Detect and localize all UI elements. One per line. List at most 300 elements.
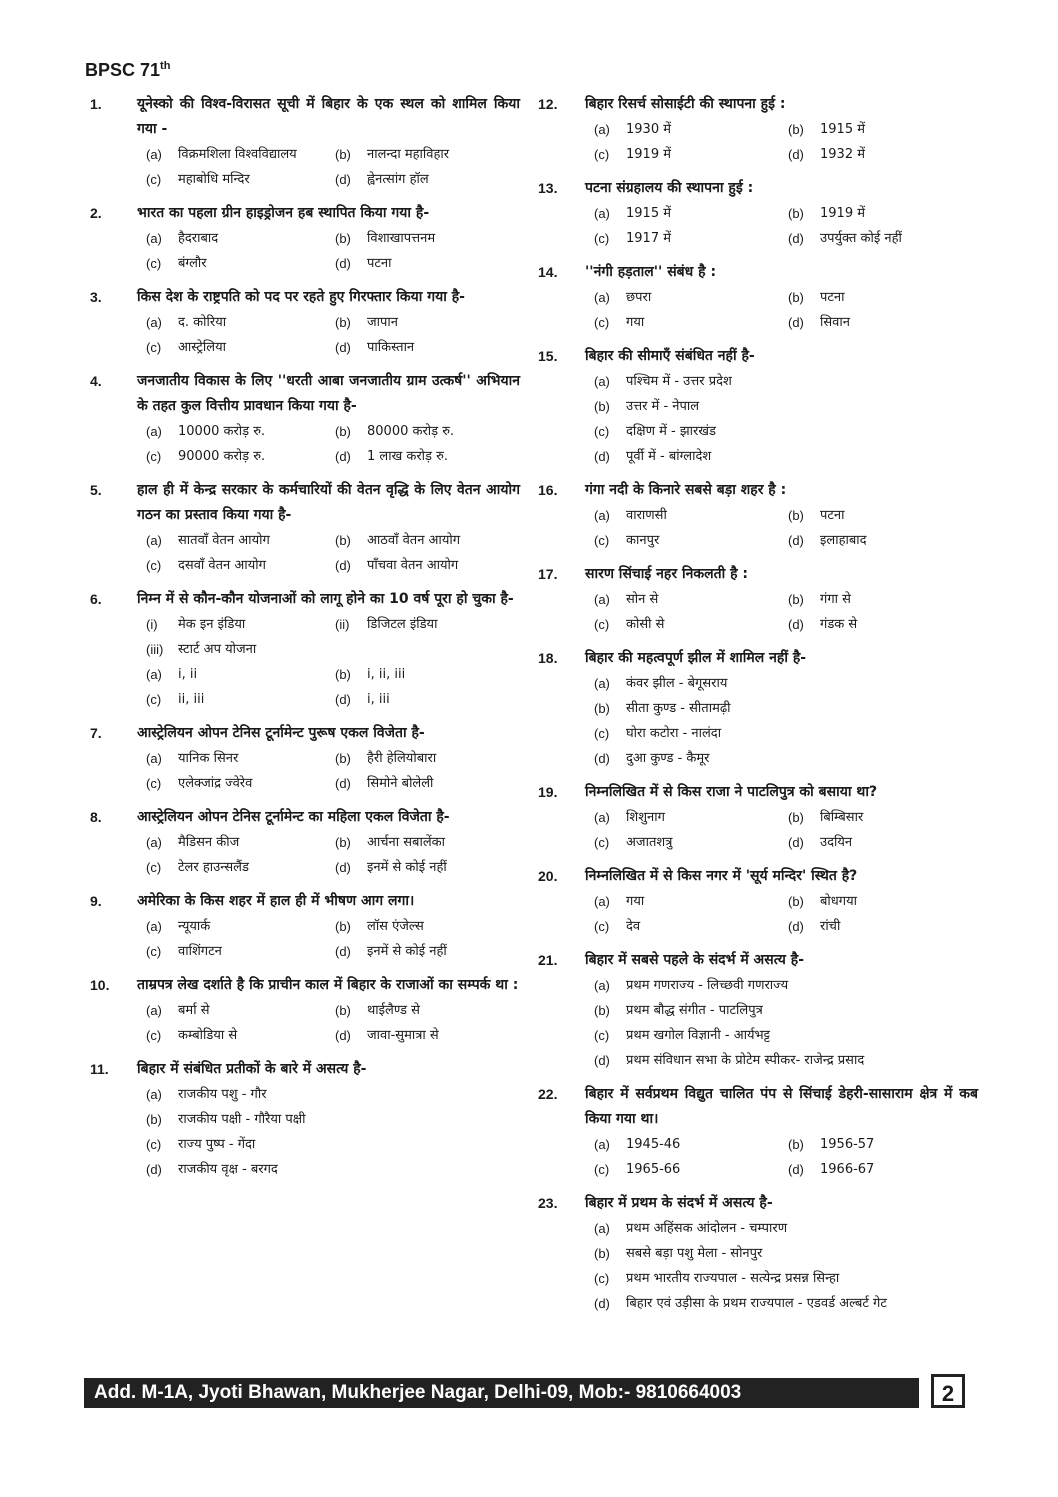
option [335, 553, 520, 578]
option-label: (c) [146, 1137, 162, 1152]
option [594, 444, 978, 469]
option-label: (c) [146, 449, 162, 464]
option-text: शिशुनाग [626, 810, 665, 825]
option-label: (d) [594, 1296, 610, 1311]
question-number: 4. [90, 373, 102, 389]
options-list [594, 889, 978, 939]
option-text: प्रथम बौद्ध संगीत - पाटलिपुत्र [626, 1003, 763, 1018]
question-text: यूनेस्को की विश्व-विरासत सूची में बिहार के एक स्थल को शामिल किया गया - [137, 96, 520, 137]
option-text: जापान [367, 315, 398, 330]
option [594, 671, 978, 696]
question-text: आस्ट्रेलियन ओपन टेनिस टूर्नामेन्ट पुरूष एकल विजेता है- [137, 725, 425, 741]
option [594, 721, 978, 746]
option-label: (b) [594, 399, 610, 414]
option-label: (c) [594, 424, 610, 439]
option [146, 746, 331, 771]
option-text: सिमोने बोलेली [367, 776, 434, 791]
question-20 [538, 864, 978, 939]
option-text: सोन से [626, 592, 659, 607]
option-text: राजकीय पशु - गौर [178, 1087, 267, 1102]
option-text: सीता कुण्ड - सीतामढ़ी [626, 701, 731, 716]
option-text: 1 लाख करोड़ रु. [367, 449, 449, 464]
option [594, 914, 784, 939]
option-label: (a) [594, 206, 610, 221]
option-text: आर्चना सबालेंका [367, 835, 445, 850]
option [335, 939, 520, 964]
option-text: उपर्युक्त कोई नहीं [820, 231, 902, 246]
option-label: (c) [594, 147, 610, 162]
option [146, 998, 331, 1023]
option-label: (c) [594, 1271, 610, 1286]
option [788, 503, 978, 528]
option-label: (a) [146, 231, 162, 246]
question-text: सारण सिंचाई नहर निकलती है : [585, 566, 748, 582]
option [594, 117, 784, 142]
option-text: हैरी हेलियोबारा [367, 751, 437, 766]
option [335, 662, 520, 687]
question-21 [538, 948, 978, 1073]
question-15 [538, 344, 978, 469]
option-text: पटना [820, 508, 845, 523]
option [788, 1157, 978, 1182]
option-label: (a) [146, 667, 162, 682]
option-text: सातवाँ वेतन आयोग [178, 533, 270, 548]
option-label: (c) [146, 558, 162, 573]
options-list [594, 369, 978, 469]
option-text: विशाखापत्तनम [367, 231, 436, 246]
option-label: (c) [146, 172, 162, 187]
options-list [146, 746, 520, 796]
question-number: 1. [90, 96, 102, 112]
option-text: डिजिटल इंडिया [367, 617, 438, 632]
option [594, 369, 978, 394]
option-label: (d) [594, 751, 610, 766]
option-label: (d) [335, 944, 351, 959]
option-label: (a) [146, 147, 162, 162]
option-text: पूर्वी में - बांग्लादेश [626, 449, 712, 464]
question-number: 21. [538, 952, 558, 968]
option [594, 394, 978, 419]
option-label: (b) [788, 206, 804, 221]
option-label: (c) [594, 533, 610, 548]
question-16 [538, 478, 978, 553]
question-head [538, 948, 978, 973]
option-label: (c) [594, 315, 610, 330]
option [788, 587, 978, 612]
option-text: नालन्दा महाविहार [367, 147, 450, 162]
option-text: इनमें से कोई नहीं [367, 944, 447, 959]
question-text: बिहार रिसर्च सोसाईटी की स्थापना हुई : [585, 96, 786, 112]
question-head [538, 1082, 978, 1132]
question-head [538, 780, 978, 805]
option-label: (b) [594, 1003, 610, 1018]
options-list [146, 914, 520, 964]
question-text: भारत का पहला ग्रीन हाइड्रोजन हब स्थापित किया गया है- [137, 205, 430, 221]
option-text: उत्तर में - नेपाल [626, 399, 700, 414]
option [335, 335, 520, 360]
option-label: (a) [146, 919, 162, 934]
question-head [538, 864, 978, 889]
footer-address: Add. M-1A, Jyoti Bhawan, Mukherjee Nagar, Delhi-09, Mob:- 9810664003 [84, 1378, 919, 1408]
option-label: (a) [146, 751, 162, 766]
option [594, 1023, 978, 1048]
question-13 [538, 176, 978, 251]
option-text: 1915 में [820, 122, 865, 137]
question-head [90, 889, 520, 914]
question-head [90, 721, 520, 746]
question-18 [538, 646, 978, 771]
option-label: (d) [335, 776, 351, 791]
option [146, 528, 331, 553]
option-text: पश्चिम में - उत्तर प्रदेश [626, 374, 732, 389]
option-label: (a) [594, 810, 610, 825]
option [146, 167, 331, 192]
option-text: 1930 में [626, 122, 671, 137]
option-text: गंडक से [820, 617, 858, 632]
options-list [146, 142, 520, 192]
option-label: (a) [594, 122, 610, 137]
option-label: (a) [594, 592, 610, 607]
option-label: (b) [788, 290, 804, 305]
option-label: (d) [788, 835, 804, 850]
option-text: गया [626, 315, 645, 330]
question-4 [90, 369, 520, 469]
option-text: बर्मा से [178, 1003, 210, 1018]
options-list [594, 805, 978, 855]
option [335, 444, 520, 469]
question-text: बिहार की सीमाएँ संबंधित नहीं है- [585, 348, 755, 364]
options-list [594, 503, 978, 553]
option-label: (c) [146, 256, 162, 271]
options-list [146, 226, 520, 276]
option [335, 167, 520, 192]
option [594, 830, 784, 855]
option [788, 310, 978, 335]
option-label: (b) [788, 894, 804, 909]
option-text: हैदराबाद [178, 231, 219, 246]
options-list [594, 117, 978, 167]
question-number: 6. [90, 591, 102, 607]
option-label: (c) [146, 944, 162, 959]
question-head [538, 1191, 978, 1216]
option [146, 914, 331, 939]
options-list [594, 1132, 978, 1182]
option-label: (a) [146, 835, 162, 850]
option-label: (b) [335, 751, 351, 766]
question-text: जनजातीय विकास के लिए ''धरती आबा जनजातीय ग्राम उत्कर्ष'' अभियान के तहत कुल वित्तीय प्रावधान किया गया है- [137, 373, 520, 414]
option-text: 1932 में [820, 147, 865, 162]
option-label: (a) [594, 1137, 610, 1152]
options-list [146, 830, 520, 880]
question-number: 2. [90, 205, 102, 221]
option-label: (a) [146, 315, 162, 330]
option-label: (b) [788, 508, 804, 523]
left-column [90, 92, 520, 1191]
option [594, 503, 784, 528]
option-text: देव [626, 919, 641, 934]
option-text: आठवाँ वेतन आयोग [367, 533, 461, 548]
question-6 [90, 587, 520, 712]
option-text: पटना [367, 256, 392, 271]
question-number: 19. [538, 784, 558, 800]
option-text: 10000 करोड़ रु. [178, 424, 266, 439]
question-text: किस देश के राष्ट्रपति को पद पर रहते हुए गिरफ्तार किया गया है- [137, 289, 465, 305]
option-text: आस्ट्रेलिया [178, 340, 226, 355]
question-number: 20. [538, 868, 558, 884]
option-label: (c) [594, 1162, 610, 1177]
question-text: ''नंगी हड़ताल'' संबंध है : [585, 264, 717, 280]
option-label: (d) [335, 692, 351, 707]
option-label: (b) [788, 592, 804, 607]
option-text: ii, iii [178, 692, 205, 707]
option [594, 1132, 784, 1157]
question-number: 16. [538, 482, 558, 498]
option [594, 746, 978, 771]
option [146, 142, 331, 167]
option-text: कानपुर [626, 533, 660, 548]
option-text: न्यूयार्क [178, 919, 211, 934]
option-label: (d) [788, 1162, 804, 1177]
option [146, 1132, 520, 1157]
option-label: (c) [146, 860, 162, 875]
page-header [85, 60, 170, 81]
options-list [146, 419, 520, 469]
options-list [146, 612, 520, 712]
option [788, 889, 978, 914]
question-text: गंगा नदी के किनारे सबसे बड़ा शहर है : [585, 482, 787, 498]
options-list [146, 1082, 520, 1182]
option-label: (b) [335, 147, 351, 162]
option-text: अजातशत्रु [626, 835, 673, 850]
option-label: (a) [146, 424, 162, 439]
option-label: (b) [335, 231, 351, 246]
option-label: (c) [146, 692, 162, 707]
option [146, 855, 331, 880]
question-text: निम्नलिखित में से किस नगर में 'सूर्य मन्दिर' स्थित है? [585, 868, 858, 884]
question-head [538, 646, 978, 671]
question-number: 15. [538, 348, 558, 364]
option-text: मेक इन इंडिया [178, 617, 246, 632]
question-text: बिहार में सर्वप्रथम विद्युत चालित पंप से सिंचाई डेहरी-सासाराम क्षेत्र में कब किया गया था। [585, 1086, 978, 1127]
question-2 [90, 201, 520, 276]
option-label: (a) [146, 1003, 162, 1018]
option-label: (d) [788, 231, 804, 246]
question-text: अमेरिका के किस शहर में हाल ही में भीषण आग लगा। [137, 893, 415, 909]
option [594, 142, 784, 167]
option [146, 226, 331, 251]
option [788, 142, 978, 167]
option-text: दसवाँ वेतन आयोग [178, 558, 266, 573]
option-label: (a) [594, 894, 610, 909]
options-list [594, 671, 978, 771]
option-label: (b) [335, 424, 351, 439]
option-text: इलाहाबाद [820, 533, 867, 548]
option [146, 939, 331, 964]
option [146, 612, 331, 637]
question-text: निम्न में से कौन-कौन योजनाओं को लागू होने का 10 वर्ष पूरा हो चुका है- [137, 591, 514, 607]
question-text: हाल ही में केन्द्र सरकार के कर्मचारियों की वेतन वृद्धि के लिए वेतन आयोग गठन का प्रस्ताव किया गया है- [137, 482, 520, 523]
question-head [538, 260, 978, 285]
option [146, 662, 331, 687]
option-text: एलेक्जांद्र ज्वेरेव [178, 776, 253, 791]
option-text: सिवान [820, 315, 850, 330]
option-label: (d) [788, 533, 804, 548]
option-text: राजकीय पक्षी - गौरैया पक्षी [178, 1112, 306, 1127]
options-list [594, 285, 978, 335]
option [146, 335, 331, 360]
question-number: 3. [90, 289, 102, 305]
option [146, 1023, 331, 1048]
option-text: स्टार्ट अप योजना [178, 642, 257, 657]
question-head [538, 92, 978, 117]
option-text: लॉस एंजेल्स [367, 919, 424, 934]
option-label: (b) [335, 1003, 351, 1018]
option-text: गंगा से [820, 592, 851, 607]
option-text: 1917 में [626, 231, 671, 246]
option-label: (a) [594, 290, 610, 305]
option [594, 696, 978, 721]
options-list [146, 528, 520, 578]
option-text: रांची [820, 919, 841, 934]
option [335, 771, 520, 796]
question-head [90, 369, 520, 419]
options-list [146, 998, 520, 1048]
option [335, 528, 520, 553]
option-text: मैडिसन कीज [178, 835, 240, 850]
question-1 [90, 92, 520, 192]
option [335, 226, 520, 251]
question-number: 18. [538, 650, 558, 666]
option [146, 251, 331, 276]
question-number: 17. [538, 566, 558, 582]
question-22 [538, 1082, 978, 1182]
question-number: 12. [538, 96, 558, 112]
option [146, 1082, 520, 1107]
option [594, 285, 784, 310]
question-text: पटना संग्रहालय की स्थापना हुई : [585, 180, 754, 196]
option-text: 1919 में [820, 206, 865, 221]
question-head [90, 478, 520, 528]
question-text: बिहार में संबंधित प्रतीकों के बारे में असत्य है- [137, 1061, 367, 1077]
option-text: i, ii [178, 667, 198, 682]
option [335, 1023, 520, 1048]
option-label: (d) [335, 558, 351, 573]
question-text: निम्नलिखित में से किस राजा ने पाटलिपुत्र को बसाया था? [585, 784, 878, 800]
option-label: (b) [594, 1246, 610, 1261]
option-label: (d) [788, 919, 804, 934]
option [594, 226, 784, 251]
option-label: (d) [335, 860, 351, 875]
question-text: बिहार की महत्वपूर्ण झील में शामिल नहीं है- [585, 650, 807, 666]
option-text: बंग्लौर [178, 256, 207, 271]
option [146, 419, 331, 444]
option-text: बिहार एवं उड़ीसा के प्रथम राज्यपाल - एडवर्ड अल्बर्ट गेट [626, 1296, 887, 1311]
option-label: (d) [788, 147, 804, 162]
page-number: 2 [931, 1374, 965, 1408]
option-text: वाराणसी [626, 508, 667, 523]
option [594, 805, 784, 830]
option-label: (c) [594, 919, 610, 934]
question-8 [90, 805, 520, 880]
option [594, 587, 784, 612]
option-label: (d) [335, 1028, 351, 1043]
option-text: प्रथम खगोल विज्ञानी - आर्यभट्ट [626, 1028, 771, 1043]
option [788, 117, 978, 142]
option-text: प्रथम संविधान सभा के प्रोटेम स्पीकर- राजेन्द्र प्रसाद [626, 1053, 865, 1068]
option [788, 914, 978, 939]
right-column [538, 92, 978, 1325]
option [335, 914, 520, 939]
question-number: 9. [90, 893, 102, 909]
option-label: (b) [788, 122, 804, 137]
option [594, 310, 784, 335]
option-text: i, ii, iii [367, 667, 406, 682]
option-label: (b) [335, 919, 351, 934]
option-text: बोधगया [820, 894, 858, 909]
option [594, 612, 784, 637]
question-3 [90, 285, 520, 360]
option [146, 637, 520, 662]
option-label: (d) [335, 256, 351, 271]
option-text: पाकिस्तान [367, 340, 415, 355]
option [146, 444, 331, 469]
option [594, 973, 978, 998]
option-label: (d) [335, 449, 351, 464]
option-text: थाईलैण्ड से [367, 1003, 420, 1018]
option [788, 612, 978, 637]
option-text: 90000 करोड़ रु. [178, 449, 266, 464]
option-text: 1965-66 [626, 1162, 681, 1177]
option-text: सबसे बड़ा पशु मेला - सोनपुर [626, 1246, 763, 1261]
option-text: राजकीय वृक्ष - बरगद [178, 1162, 278, 1177]
option [594, 1216, 978, 1241]
option [594, 1291, 978, 1316]
option-label: (c) [594, 726, 610, 741]
question-12 [538, 92, 978, 167]
option-text: i, iii [367, 692, 390, 707]
question-head [90, 973, 520, 998]
option [146, 1157, 520, 1182]
question-number: 7. [90, 725, 102, 741]
question-17 [538, 562, 978, 637]
option [788, 805, 978, 830]
question-19 [538, 780, 978, 855]
question-14 [538, 260, 978, 335]
option-label: (i) [146, 617, 158, 632]
options-list [594, 1216, 978, 1316]
option [594, 998, 978, 1023]
option-text: महाबोधि मन्दिर [178, 172, 250, 187]
question-number: 13. [538, 180, 558, 196]
option-text: 1956-57 [820, 1137, 875, 1152]
option [594, 1241, 978, 1266]
option-label: (b) [335, 533, 351, 548]
option-text: वाशिंगटन [178, 944, 222, 959]
option-label: (a) [594, 374, 610, 389]
option-label: (b) [146, 1112, 162, 1127]
question-9 [90, 889, 520, 964]
question-head [538, 344, 978, 369]
question-text: बिहार में प्रथम के संदर्भ में असत्य है- [585, 1195, 773, 1211]
option [594, 419, 978, 444]
option [335, 419, 520, 444]
option-text: पटना [820, 290, 845, 305]
option-label: (d) [788, 617, 804, 632]
option-label: (b) [335, 667, 351, 682]
option [146, 830, 331, 855]
question-10 [90, 973, 520, 1048]
option-label: (d) [335, 172, 351, 187]
